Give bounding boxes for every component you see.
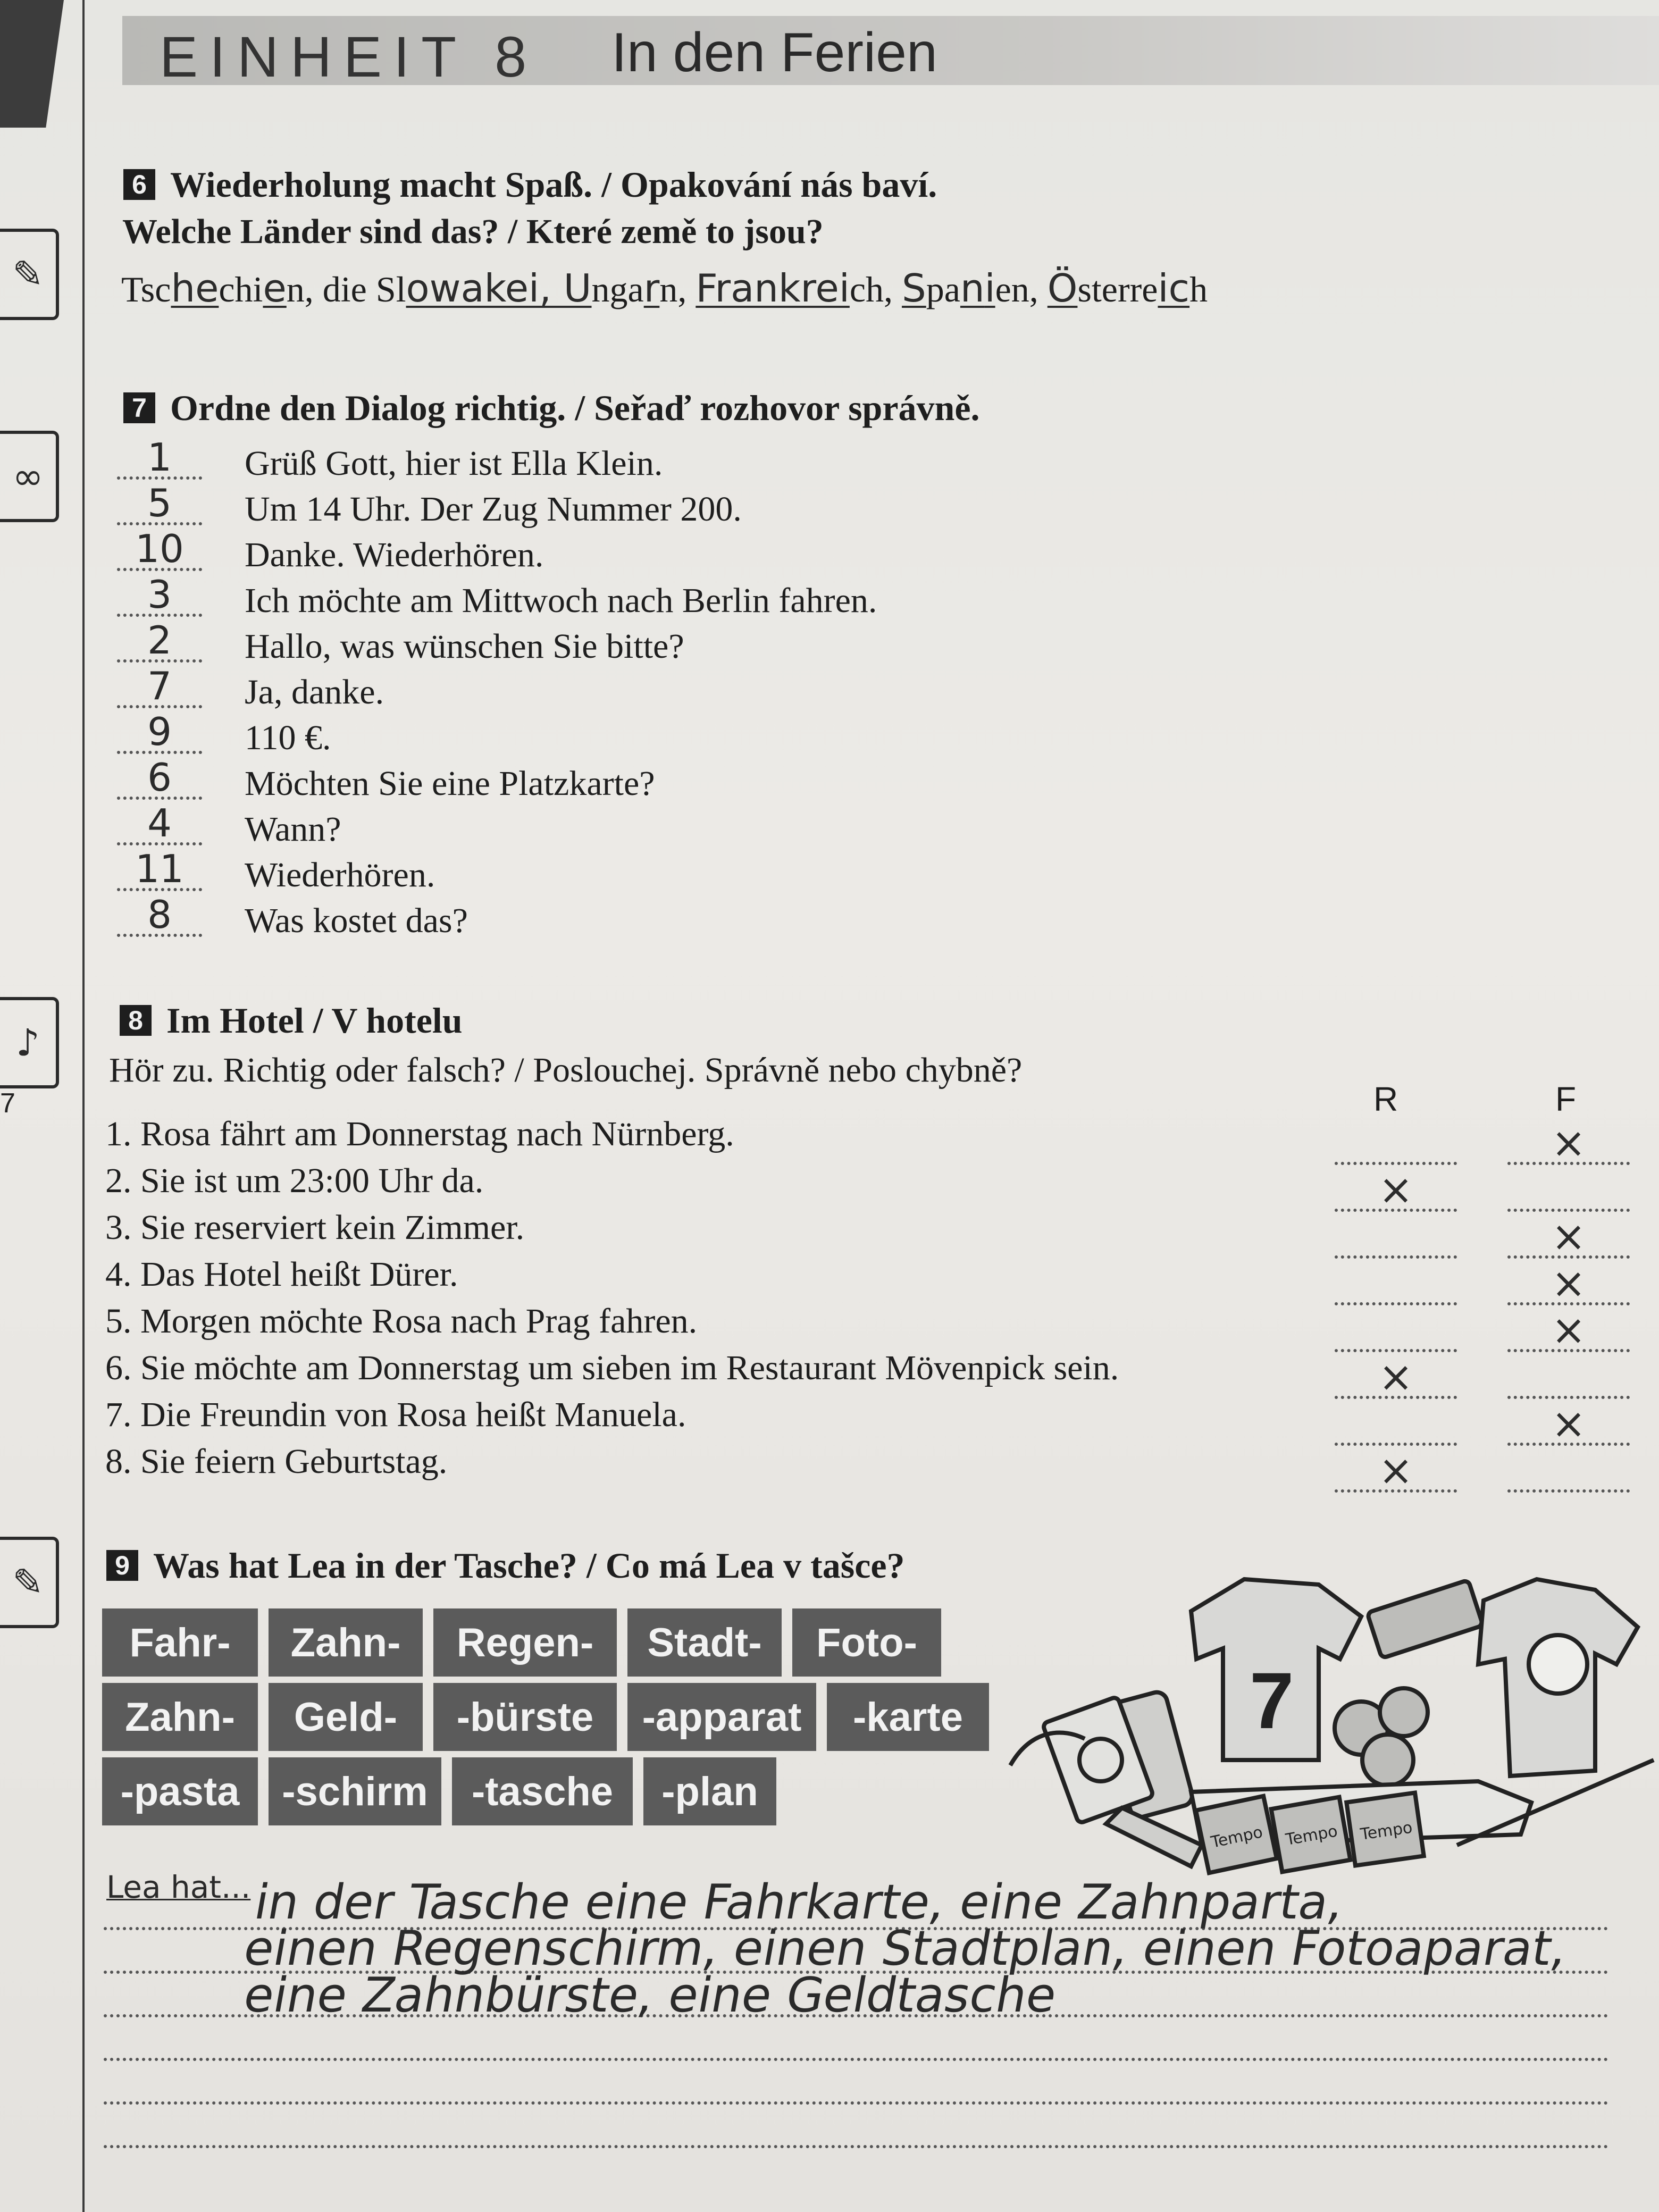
dialog-line: Wiederhören. [245,856,435,894]
handwritten-letters: Ö [1047,266,1078,311]
answer-handwriting: eine Zahnbürste, eine Geldtasche [239,1967,1061,2023]
unit-header [122,16,1659,89]
richtig-checkbox[interactable]: × [1335,1452,1457,1493]
falsch-checkbox[interactable]: × [1507,1312,1630,1352]
richtig-checkbox[interactable] [1335,1265,1457,1305]
column-falsch: F [1555,1080,1577,1118]
word-tile[interactable]: Zahn- [269,1608,423,1677]
exercise-6-subtitle: Welche Länder sind das? / Které země to jsou? [122,212,824,251]
dialog-line: Um 14 Uhr. Der Zug Nummer 200. [245,490,742,529]
answer-prompt: Lea hat... [106,1869,251,1905]
statement: 3. Sie reserviert kein Zimmer. [105,1208,525,1247]
richtig-checkbox[interactable] [1335,1405,1457,1446]
falsch-checkbox[interactable]: × [1507,1405,1630,1446]
handwritten-letters: Frankrei [696,266,850,311]
word-tile[interactable]: Foto- [792,1608,941,1677]
statement: 8. Sie feiern Geburtstag. [105,1442,448,1481]
handwritten-letters: owake [406,266,529,311]
column-richtig: R [1373,1080,1398,1118]
order-number[interactable]: 1 [117,438,202,480]
order-number[interactable]: 6 [117,758,202,800]
exercise-6-title: 6 Wiederholung macht Spaß. / Opakování nás baví. [123,164,937,206]
word-tile[interactable]: Stadt- [627,1608,782,1677]
handwritten-letters: ic [1158,266,1190,311]
word-tile[interactable]: -apparat [627,1683,816,1751]
handwritten-letters: S [902,266,926,311]
writing-icon: ✎ [0,229,59,320]
falsch-checkbox[interactable]: × [1507,1265,1630,1305]
dialog-line: Danke. Wiederhören. [245,535,544,574]
exercise-7-title: 7 Ordne den Dialog richtig. / Seřaď rozhovor správně. [123,387,980,429]
dialog-line: Wann? [245,810,341,849]
writing-icon: ✎ [0,1537,59,1628]
handwritten-letters: e [263,266,287,311]
dialog-line: Ja, danke. [245,673,384,711]
order-number[interactable]: 9 [117,713,202,754]
order-number[interactable]: 3 [117,575,202,617]
dialog-line: Grüß Gott, hier ist Ella Klein. [245,444,663,483]
word-tile[interactable]: Regen- [433,1608,617,1677]
order-number[interactable]: 11 [117,850,202,891]
dialog-line: Ich möchte am Mittwoch nach Berlin fahren. [245,581,877,620]
answer-line [104,2142,1608,2148]
word-tile[interactable]: -plan [643,1757,776,1825]
falsch-checkbox[interactable]: × [1507,1125,1630,1165]
falsch-checkbox[interactable]: × [1507,1218,1630,1259]
handwritten-letters: r [643,266,660,311]
dialog-line: Hallo, was wünschen Sie bitte? [245,627,684,666]
unit-label: EINHEIT 8 [160,24,539,89]
richtig-checkbox[interactable] [1335,1125,1457,1165]
order-number[interactable]: 4 [117,804,202,845]
dialog-line: Was kostet das? [245,901,468,940]
order-number[interactable]: 2 [117,621,202,663]
jersey-number: 7 [1250,1656,1294,1745]
exercise-8-title: 8 Im Hotel / V hotelu [120,1000,463,1042]
word-tile[interactable]: -schirm [269,1757,441,1825]
answer-line [104,2098,1608,2105]
statement: 4. Das Hotel heißt Dürer. [105,1255,458,1294]
unit-title: In den Ferien [611,22,937,83]
statement: 6. Sie möchte am Donnerstag um sieben im Restaurant Mövenpick sein. [105,1348,1119,1387]
dialogue-icon: ∞ [0,431,59,522]
exercise-number: 6 [123,169,155,200]
exercise-8-subtitle: Hör zu. Richtig oder falsch? / Poslouchej. Správně nebo chybně? [109,1051,1023,1090]
margin-line [82,0,85,2212]
word-tile[interactable]: -tasche [452,1757,633,1825]
tissue-label: Tempo [1209,1823,1264,1852]
dialog-line: Möchten Sie eine Platzkarte? [245,764,655,803]
bag-contents-illustration [1000,1569,1659,1898]
richtig-checkbox[interactable]: × [1335,1171,1457,1212]
word-tile[interactable]: -bürste [433,1683,617,1751]
handwritten-letters: he [171,266,219,311]
order-number[interactable]: 5 [117,484,202,525]
corner-tab [0,0,64,128]
handwritten-letters: n [960,266,985,311]
tissue-label: Tempo [1284,1822,1339,1849]
order-number[interactable]: 8 [117,895,202,937]
falsch-checkbox[interactable] [1507,1452,1630,1493]
answer-line [104,2055,1608,2061]
answer-handwriting: in der Tasche eine Fahrkarte, eine Zahnparta, [250,1874,1348,1930]
word-tile[interactable]: Zahn- [102,1683,258,1751]
richtig-checkbox[interactable] [1335,1218,1457,1259]
order-number[interactable]: 7 [117,667,202,708]
falsch-checkbox[interactable] [1507,1171,1630,1212]
falsch-checkbox[interactable] [1507,1359,1630,1399]
tissue-label: Tempo [1359,1818,1414,1844]
statement: 1. Rosa fährt am Donnerstag nach Nürnberg. [105,1115,734,1153]
exercise-number: 7 [123,392,155,423]
statement: 5. Morgen möchte Rosa nach Prag fahren. [105,1302,698,1340]
statement: 2. Sie ist um 23:00 Uhr da. [105,1161,484,1200]
handwritten-letters: i [984,266,995,311]
dialog-line: 110 €. [245,718,331,757]
word-tile[interactable]: -pasta [102,1757,258,1825]
order-number[interactable]: 10 [117,530,202,571]
word-tile[interactable]: Geld- [269,1683,423,1751]
richtig-checkbox[interactable] [1335,1312,1457,1352]
statement: 7. Die Freundin von Rosa heißt Manuela. [105,1395,686,1434]
word-tile[interactable]: -karte [827,1683,989,1751]
word-tile[interactable]: Fahr- [102,1608,258,1677]
exercise-9-title: 9 Was hat Lea in der Tasche? / Co má Lea v tašce? [106,1545,905,1587]
listening-icon: ♪ [0,997,59,1088]
exercise-number: 8 [120,1005,152,1036]
handwritten-letters: i, U [529,266,592,311]
exercise-number: 9 [106,1550,138,1581]
countries-line: Tschechien, die Slowakei, Ungarn, Frankreich, Spanien, Österreich [121,266,1208,311]
answer-handwriting: einen Regenschirm, einen Stadtplan, einen Fotoaparat, [239,1921,1572,1976]
track-number: 7 [0,1088,15,1119]
richtig-checkbox[interactable]: × [1335,1359,1457,1399]
